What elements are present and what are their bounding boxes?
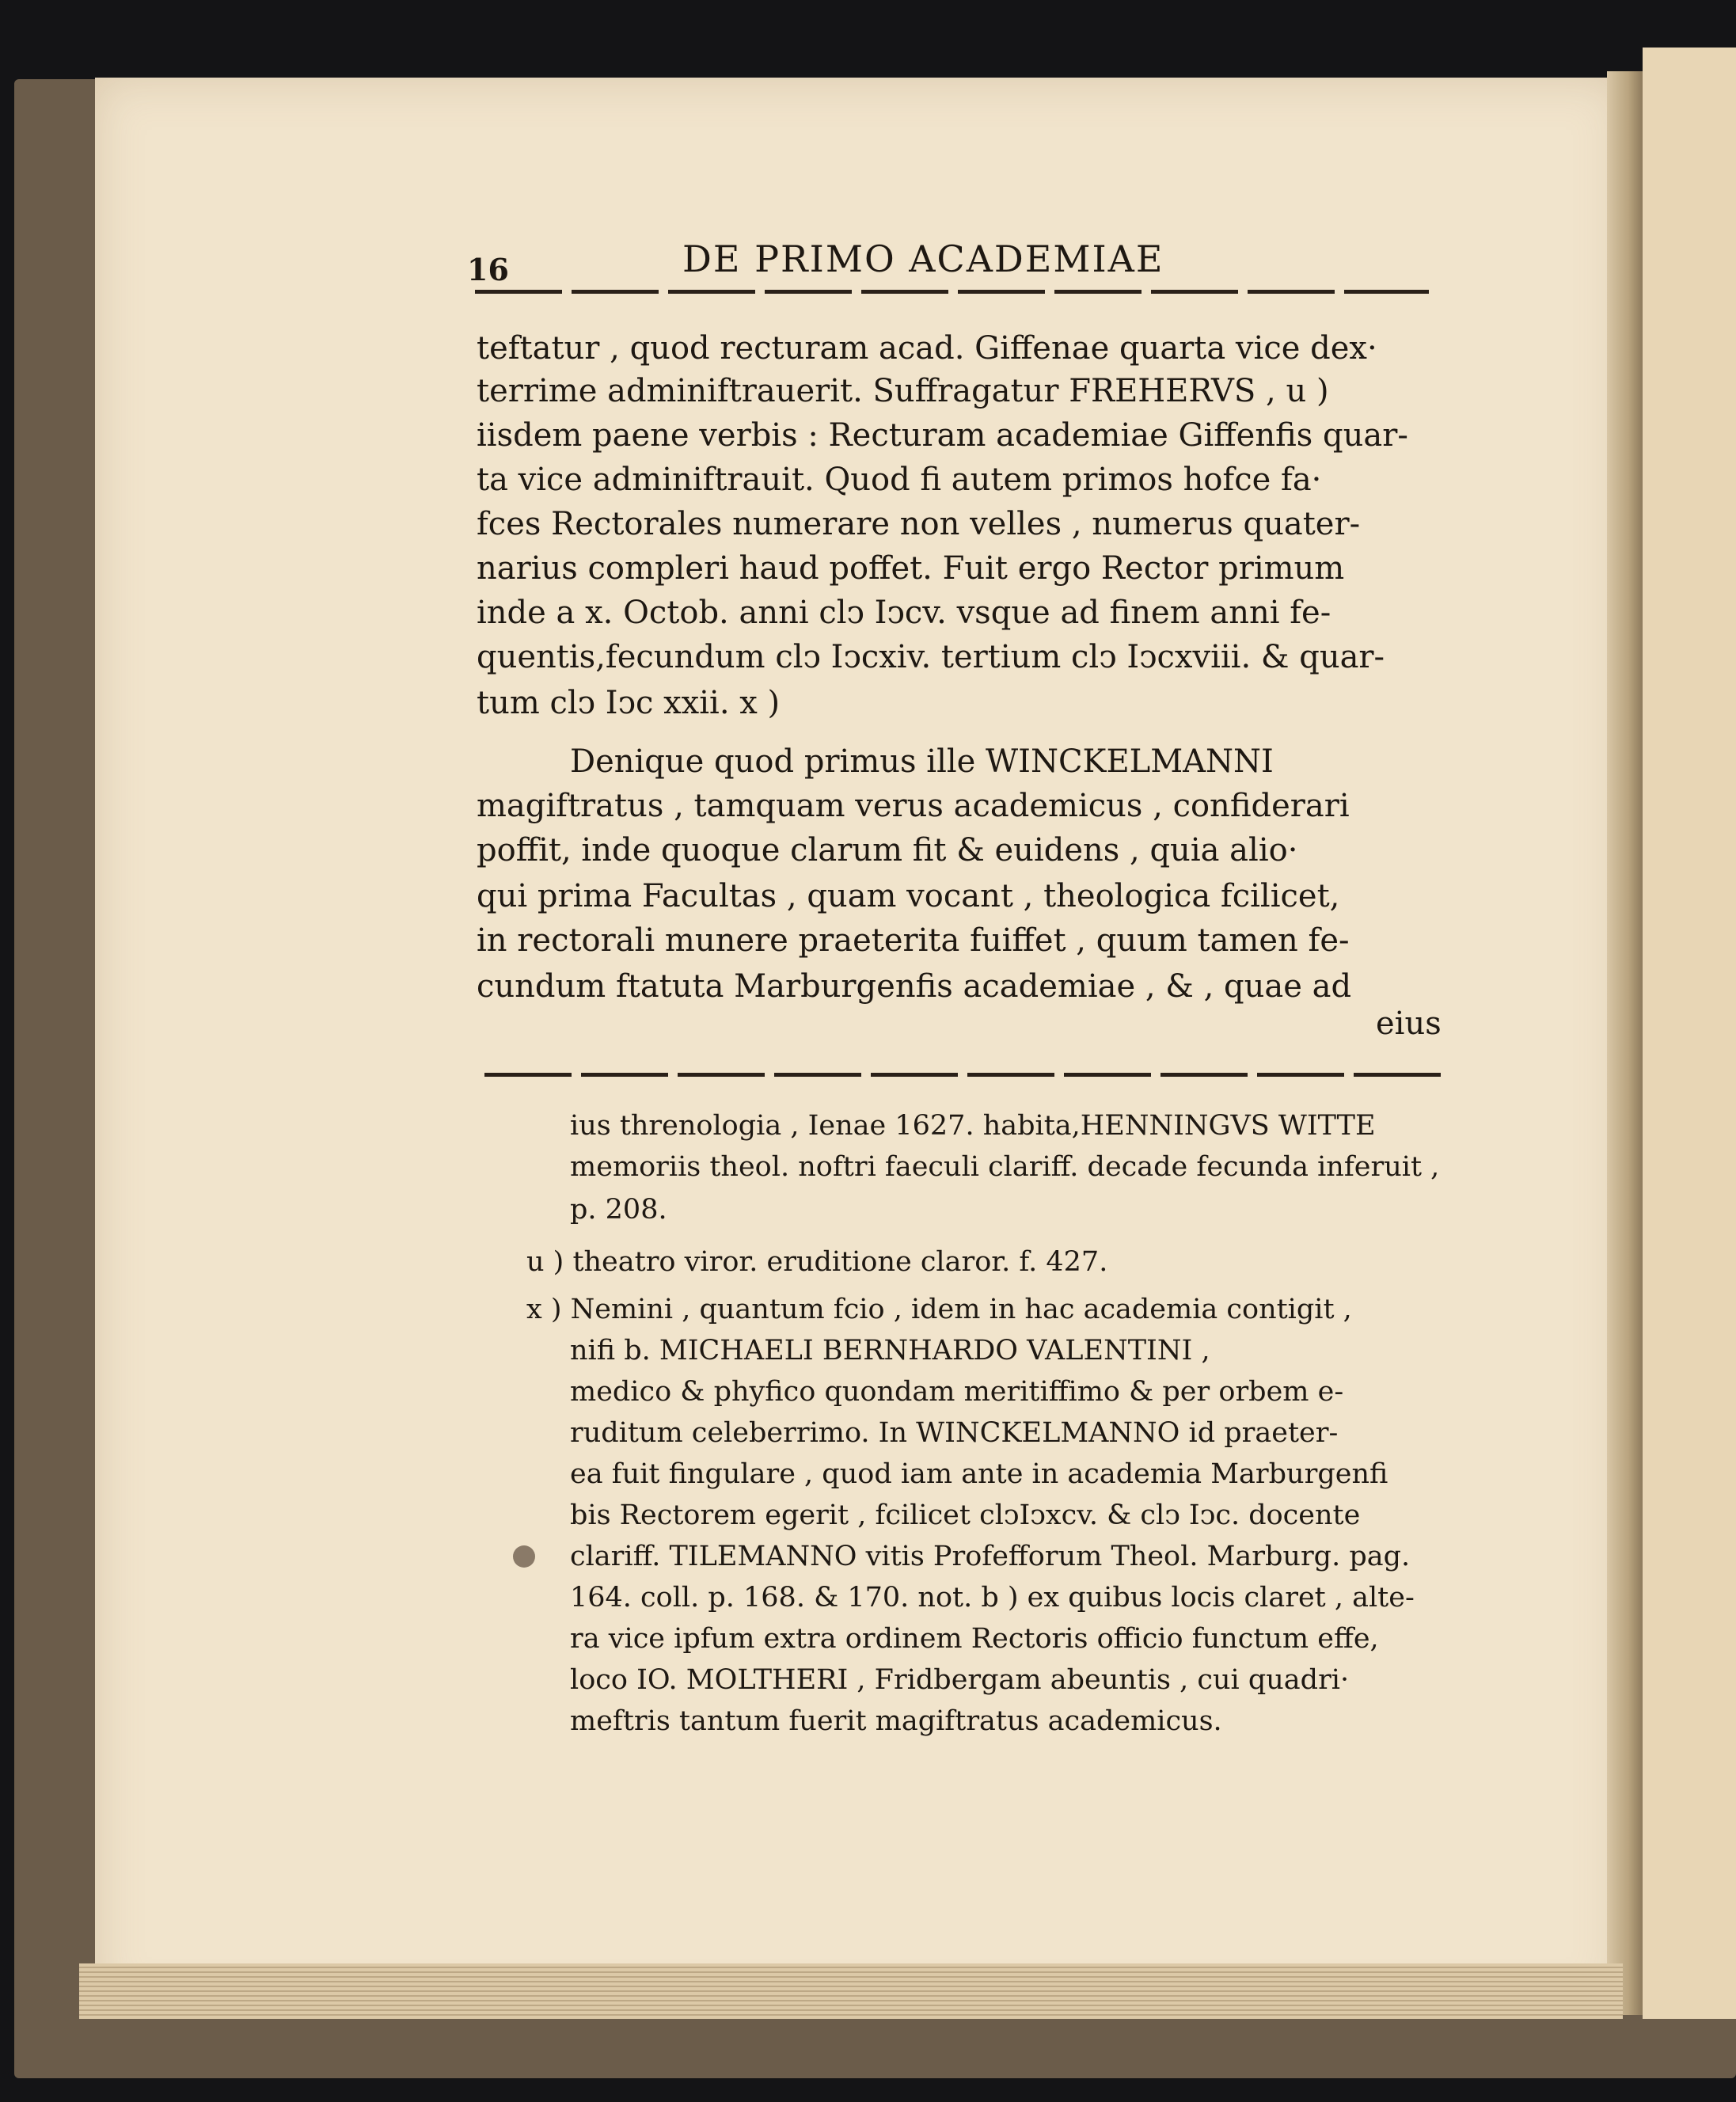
body-line-13: qui prima Facultas , quam vocant , theologica fcilicet, [477,878,1340,914]
footnote-x-line-11: meftris tantum fuerit magiftratus academicus. [570,1705,1222,1737]
running-title: DE PRIMO ACADEMIAE [682,238,1164,280]
body-line-12: poffit, inde quoque clarum fit & euidens , quia alio· [477,832,1298,869]
body-line-2: terrime adminiftrauerit. Suffragatur FREHERVS , u ) [477,373,1329,409]
body-line-9: tum clↄ Iↄc xxii. x ) [477,685,781,721]
book-gutter [1607,71,1643,2015]
body-line-4: ta vice adminiftrauit. Quod fi autem primos hofce fa· [477,462,1322,498]
footnote-x-line-10: loco IO. MOLTHERI , Fridbergam abeuntis , cui quadri· [570,1664,1350,1696]
footnote-x-line-1: x ) Nemini , quantum fcio , idem in hac academia contigit , [526,1294,1352,1325]
body-line-14: in rectorali munere praeterita fuiffet , quum tamen fe- [477,922,1350,959]
body-line-15: cundum ftatuta Marburgenfis academiae , & , quae ad [477,968,1352,1005]
footnote-x-line-6: bis Rectorem egerit , fcilicet clↄIↄxcv. & clↄ Iↄc. docente [570,1500,1361,1531]
footnote-u: u ) theatro viror. eruditione claror. f. 427. [526,1246,1108,1278]
paragraph-start-line: Denique quod primus ille WINCKELMANNI [570,743,1274,780]
body-line-7: inde a x. Octob. anni clↄ Iↄcv. vsque ad finem anni fe- [477,595,1331,631]
footnote-x-line-7: clariff. TILEMANNO vitis Profefforum Theol. Marburg. pag. [570,1541,1411,1572]
catchword: eius [1376,1005,1442,1042]
page-number: 16 [467,252,509,287]
footnote-x-line-4: ruditum celeberrimo. In WINCKELMANNO id praeter- [570,1417,1339,1449]
footnote-x-line-9: ra vice ipfum extra ordinem Rectoris officio functum effe, [570,1623,1379,1655]
footnote-continuation-2: memoriis theol. noftri faeculi clariff. decade fecunda inferuit , [570,1151,1440,1183]
footnote-x-line-3: medico & phyfico quondam meritiffimo & per orbem e- [570,1376,1344,1408]
footnote-x-line-8: 164. coll. p. 168. & 170. not. b ) ex quibus locis claret , alte- [570,1582,1415,1614]
footnote-x-line-2: nifi b. MICHAELI BERNHARDO VALENTINI , [570,1335,1210,1366]
right-page-edge [1643,48,1736,2019]
footnote-x-line-5: ea fuit fingulare , quod iam ante in academia Marburgenfi [570,1458,1388,1490]
footnote-rule [484,1073,1442,1077]
body-line-1: teftatur , quod recturam acad. Giffenae quarta vice dex· [477,330,1377,367]
body-line-5: fces Rectorales numerare non velles , numerus quater- [477,506,1361,542]
body-line-6: narius compleri haud poffet. Fuit ergo Rector primum [477,550,1345,587]
ink-stain [513,1545,535,1568]
page-stack-edge [79,1963,1623,2019]
footnote-continuation-1: ius threnologia , Ienae 1627. habita,HENNINGVS WITTE [570,1110,1376,1142]
body-line-8: quentis,fecundum clↄ Iↄcxiv. tertium clↄ Iↄcxviii. & quar- [477,639,1385,675]
body-line-11: magiftratus , tamquam verus academicus , confiderari [477,788,1350,824]
header-rule [475,290,1429,294]
body-line-3: iisdem paene verbis : Recturam academiae Giffenfis quar- [477,417,1408,454]
footnote-continuation-3: p. 208. [570,1194,667,1226]
